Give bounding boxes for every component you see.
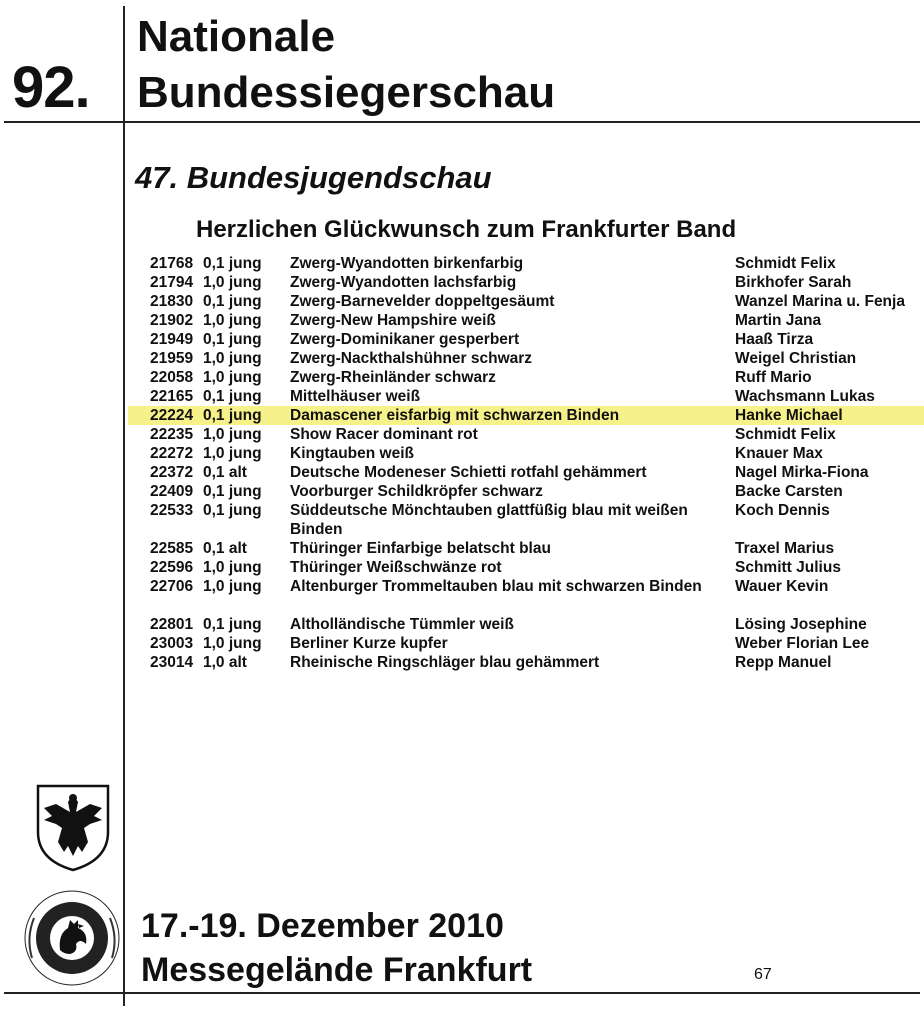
entry-breed: Kingtauben weiß (290, 445, 414, 462)
entry-breed: Mittelhäuser weiß (290, 388, 421, 405)
entry-breed: Zwerg-New Hampshire weiß (290, 312, 496, 329)
entry-owner: Repp Manuel (735, 654, 832, 671)
entry-row (0, 330, 924, 349)
event-date: 17.-19. Dezember 2010 (141, 907, 504, 945)
entry-class: 0,1 jung (203, 616, 262, 633)
entry-row (0, 273, 924, 292)
entry-row (0, 349, 924, 368)
entry-number: 22235 (150, 426, 194, 443)
entry-owner: Schmitt Julius (735, 559, 841, 576)
entry-number: 22801 (150, 616, 194, 633)
entry-breed: Altholländische Tümmler weiß (290, 616, 514, 633)
entry-row (0, 254, 924, 273)
entry-row (0, 444, 924, 463)
entry-number: 21830 (150, 293, 194, 310)
entry-breed: Zwerg-Nackthalshühner schwarz (290, 350, 533, 367)
entry-owner: Wauer Kevin (735, 578, 829, 595)
entry-class: 1,0 jung (203, 445, 262, 462)
entry-breed: Zwerg-Dominikaner gesperbert (290, 331, 520, 348)
entry-breed: Voorburger Schildkröpfer schwarz (290, 483, 543, 500)
footer-rule (4, 992, 920, 994)
entry-class: 0,1 jung (203, 255, 262, 272)
entry-number: 22165 (150, 388, 194, 405)
entry-breed: Damascener eisfarbig mit schwarzen Binden (290, 407, 620, 424)
entry-class: 0,1 jung (203, 483, 262, 500)
header-rule (4, 121, 920, 123)
entry-class: 1,0 jung (203, 559, 262, 576)
entry-number: 21959 (150, 350, 194, 367)
congratulations-heading: Herzlichen Glückwunsch zum Frankfurter Band (196, 216, 737, 243)
entry-class: 1,0 jung (203, 578, 262, 595)
entry-number: 23003 (150, 635, 194, 652)
entry-owner: Wanzel Marina u. Fenja (735, 293, 905, 310)
entry-owner: Schmidt Felix (735, 255, 836, 272)
entry-owner: Martin Jana (735, 312, 822, 329)
edition-number: 92. (12, 55, 90, 120)
subtitle: 47. Bundesjugendschau (135, 160, 492, 195)
entry-row (0, 368, 924, 387)
entry-number: 22596 (150, 559, 194, 576)
entry-class: 0,1 jung (203, 293, 262, 310)
entry-owner: Wachsmann Lukas (735, 388, 875, 405)
entry-breed: Deutsche Modeneser Schietti rotfahl gehämmert (290, 464, 647, 481)
entry-row (0, 425, 924, 444)
entry-class: 0,1 alt (203, 540, 247, 557)
eagle-coat-of-arms-icon (32, 782, 114, 872)
entry-class: 0,1 jung (203, 502, 262, 519)
entry-class: 0,1 alt (203, 464, 247, 481)
entry-breed: Zwerg-Rheinländer schwarz (290, 369, 496, 386)
entry-class: 1,0 jung (203, 274, 262, 291)
entry-breed: Show Racer dominant rot (290, 426, 478, 443)
entry-class: 1,0 jung (203, 369, 262, 386)
entry-row (0, 482, 924, 501)
entry-class: 0,1 jung (203, 331, 262, 348)
entry-number: 21768 (150, 255, 194, 272)
entry-number: 22272 (150, 445, 194, 462)
entry-breed: Thüringer Einfarbige belatscht blau (290, 540, 551, 557)
title-line-2: Bundessiegerschau (137, 68, 556, 117)
entry-owner: Backe Carsten (735, 483, 843, 500)
entry-owner: Birkhofer Sarah (735, 274, 852, 291)
entry-row (0, 311, 924, 330)
entry-class: 0,1 jung (203, 407, 262, 424)
entry-class: 1,0 jung (203, 635, 262, 652)
entry-number: 22224 (150, 407, 194, 424)
entry-row (0, 558, 924, 577)
event-venue: Messegelände Frankfurt (141, 951, 533, 989)
entry-owner: Haaß Tirza (735, 331, 814, 348)
entry-number: 22372 (150, 464, 194, 481)
entry-owner: Schmidt Felix (735, 426, 836, 443)
entry-number: 21794 (150, 274, 194, 291)
entry-number: 21949 (150, 331, 194, 348)
entry-owner: Traxel Marius (735, 540, 835, 557)
entry-owner: Nagel Mirka-Fiona (735, 464, 869, 481)
entry-class: 1,0 alt (203, 654, 247, 671)
entry-owner: Knauer Max (735, 445, 823, 462)
entry-number: 22585 (150, 540, 194, 557)
entry-number: 22533 (150, 502, 194, 519)
entry-row (0, 387, 924, 406)
entry-owner: Weber Florian Lee (735, 635, 870, 652)
entry-breed: Thüringer Weißschwänze rot (290, 559, 502, 576)
entry-row (0, 292, 924, 311)
entry-number: 22409 (150, 483, 194, 500)
association-seal-icon (22, 888, 122, 988)
entry-class: 1,0 jung (203, 350, 262, 367)
entry-number: 23014 (150, 654, 194, 671)
entry-row (0, 463, 924, 482)
entry-class: 0,1 jung (203, 388, 262, 405)
entry-breed: Zwerg-Barnevelder doppeltgesäumt (290, 293, 555, 310)
entry-number: 22706 (150, 578, 194, 595)
page-number: 67 (754, 966, 772, 983)
entry-owner: Koch Dennis (735, 502, 830, 519)
entry-class: 1,0 jung (203, 426, 262, 443)
entry-row-highlighted (128, 406, 924, 425)
entry-breed: Rheinische Ringschläger blau gehämmert (290, 654, 600, 671)
entry-owner: Ruff Mario (735, 369, 812, 386)
entry-owner: Hanke Michael (735, 407, 843, 424)
entry-list (0, 254, 924, 672)
entry-number: 22058 (150, 369, 194, 386)
entry-breed: Zwerg-Wyandotten lachsfarbig (290, 274, 517, 291)
title-line-1: Nationale (137, 12, 336, 61)
entry-row (0, 634, 924, 653)
entry-breed: Zwerg-Wyandotten birkenfarbig (290, 255, 524, 272)
entry-row (0, 615, 924, 634)
entry-owner: Lösing Josephine (735, 616, 867, 633)
entry-class: 1,0 jung (203, 312, 262, 329)
entry-row (0, 539, 924, 558)
entry-number: 21902 (150, 312, 194, 329)
entry-row (0, 501, 924, 539)
entry-row (0, 653, 924, 672)
entry-breed: Altenburger Trommeltauben blau mit schwarzen Binden (290, 578, 702, 595)
entry-row (0, 577, 924, 615)
entry-breed: Süddeutsche Mönchtauben glattfüßig blau mit weißen Binden (290, 502, 688, 538)
entry-owner: Weigel Christian (735, 350, 857, 367)
entry-breed: Berliner Kurze kupfer (290, 635, 448, 652)
